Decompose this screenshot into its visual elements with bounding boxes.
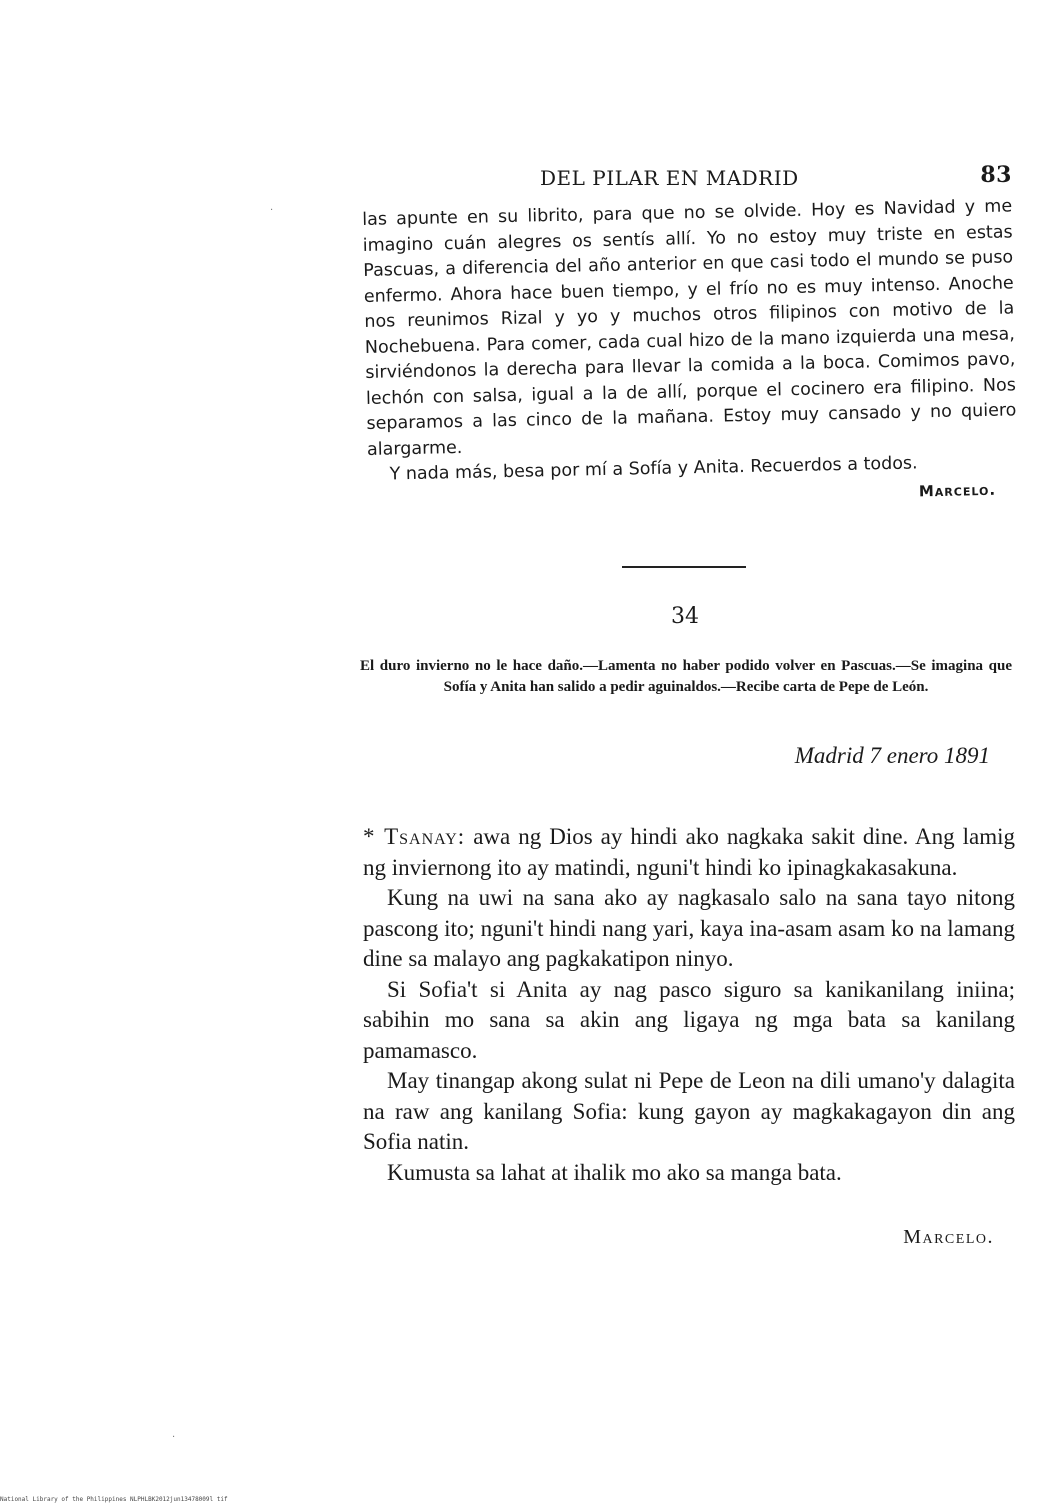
- letter-34-paragraph-1-text: awa ng Dios ay hindi ako nagkaka sakit dine. Ang lamig ng inviernong ito ay matindi, nguni't hindi ko ipinagkakasakuna.: [363, 824, 1015, 880]
- letter-34-paragraph-1: [363, 822, 1015, 883]
- letter-34-paragraph-3: Si Sofia't si Anita ay nag pasco siguro sa kanikanilang iniina; sabihin mo sana sa akin ang ligaya ng mga bata sa kanilang pamamasco.: [363, 976, 1015, 1063]
- scan-speck: ·: [172, 1432, 176, 1443]
- letter-33-paragraph-1: las apunte en su librito, para que no se olvide. Hoy es Navidad y me imagino cuán alegres os sentís allí. Yo no estoy muy triste en estas Pascuas, a diferencia del año anterior en que casi todo el mundo se puso enfermo. Ahora hace buen tiempo, y el frío no es muy intenso. Anoche nos reunimos Rizal y yo y muchos otros filipinos con motivo de la Nochebuena. Para comer, cada cual hizo de la mano izquierda una mesa, sirviéndonos la derecha para llevar la comida a la boca. Comimos pavo, lechón con salsa, igual a la de allí, porque el cocinero era filipino. Nos separamos a las cinco de la mañana. Estoy muy cansado y no quiero alargarme.: [362, 196, 1017, 460]
- letter-33-continuation: [362, 194, 1018, 516]
- letter-33-signature: Marcelo.: [918, 480, 997, 500]
- scan-footer: National Library of the Philippines NLPHLBK2012jun13478009l tif: [0, 1496, 228, 1503]
- letter-summary: El duro invierno no le hace daño.—Lamenta no haber podido volver en Pascuas.—Se imagina que Sofía y Anita han salido a pedir aguinaldos.—Recibe carta de Pepe de León.: [360, 658, 1012, 695]
- letter-34-body: [363, 822, 1015, 1188]
- letter-34-paragraph-4: May tinangap akong sulat ni Pepe de Leon na dili umano'y dalagita na raw ang kanilang Sofia: kung gayon ay magkakagayon din ang Sofia natin.: [363, 1068, 1015, 1154]
- page-number: 83: [980, 162, 1012, 188]
- letter-34-signature: Marcelo.: [903, 1226, 994, 1248]
- section-divider: [622, 566, 746, 568]
- letter-33-paragraph-2: Y nada más, besa por mí a Sofía y Anita. Recuerdos a todos.: [389, 453, 918, 485]
- letter-34-paragraph-5: Kumusta sa lahat at ihalik mo ako sa manga bata.: [387, 1159, 842, 1185]
- letter-number: 34: [671, 604, 699, 629]
- letter-dateline: Madrid 7 enero 1891: [794, 743, 990, 768]
- running-title: DEL PILAR EN MADRID: [540, 166, 799, 190]
- letter-34-paragraph-2: Kung na uwi na sana ako ay nagkasalo salo na sana tayo nitong pascong ito; nguni't hindi nang yari, kaya ina-asam asam ko na lamang dine sa malayo ang pagkakatipon ninyo.: [363, 885, 1015, 971]
- salutation: * Tsanay:: [363, 824, 466, 849]
- scan-speck: ·: [270, 205, 274, 216]
